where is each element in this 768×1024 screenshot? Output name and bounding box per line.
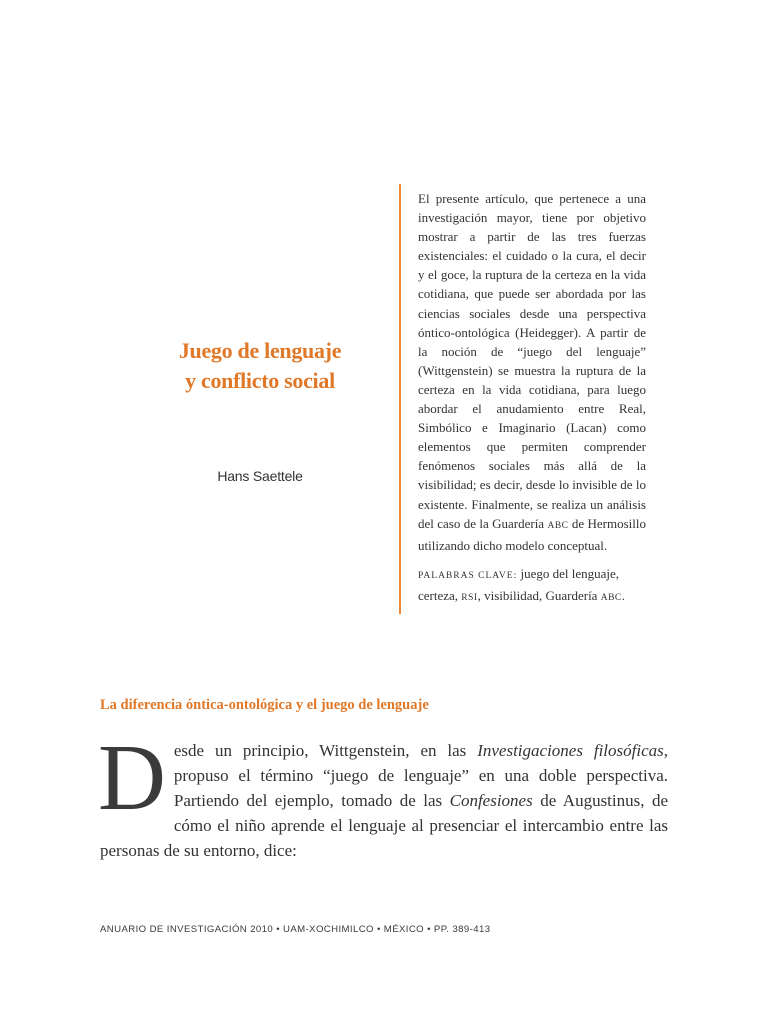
- body-text-3: de Augustinus, de cómo el niño aprende el lenguaje al presenciar el intercambio entre las personas de su entorno, dice:: [100, 791, 669, 860]
- body-text-2: , propuso el término “juego de lenguaje” en una doble perspectiva. Partiendo del ejemplo, tomado de las: [173, 741, 668, 810]
- body-emphasis-investigaciones: Investigaciones filosóficas: [477, 741, 664, 760]
- body-emphasis-confesiones: Confesiones: [449, 791, 533, 810]
- abstract-abc: ABC: [547, 520, 569, 531]
- article-author: Hans Saettele: [217, 468, 303, 484]
- drop-cap: D: [98, 726, 166, 830]
- body-paragraph: [98, 726, 669, 863]
- article-title-line-2: y conflicto social: [185, 368, 335, 393]
- keywords: [418, 564, 646, 608]
- abstract-part-2: de Hermosillo utilizando dicho modelo conceptual.: [418, 515, 647, 553]
- keywords-label: PALABRAS CLAVE:: [418, 570, 518, 581]
- abstract-part-1: El presente artículo, que pertenece a una investigación mayor, tiene por objetivo mostrar a partir de las tres fuerzas existenciales: el cuidado o la cura, el decir y el goce, la ruptura de la certeza en la vida cotidiana, que puede ser abordada por las ciencias sociales desde una perspectiva óntico-ontológica (Heidegger). A partir de la noción de “juego del lenguaje” (Wittgenstein) se muestra la ruptura de la certeza en la vida cotidiana, para luego abordar el anudamiento entre Real, Simbólico e Imaginario (Lacan) como elementos que permiten comprender fenómenos sociales más allá de la visibilidad; es decir, desde lo invisible de lo existente. Finalmente, se realiza un análisis del caso de la Guardería: [418, 191, 646, 531]
- body-text-1: esde un principio, Wittgenstein, en las: [173, 741, 467, 760]
- section-heading: La diferencia óntica-ontológica y el juego de lenguaje: [100, 697, 429, 713]
- abstract-text: [418, 189, 646, 555]
- keywords-part-1: juego del lenguaje, certeza,: [418, 565, 620, 603]
- keywords-part-2: , visibilidad, Guardería: [477, 587, 598, 603]
- abstract-divider: [399, 184, 401, 614]
- abstract: [418, 189, 646, 608]
- article-title: [128, 336, 392, 396]
- keywords-rsi: RSI: [461, 592, 478, 603]
- article-title-line-1: Juego de lenguaje: [178, 338, 342, 363]
- keywords-abc: ABC: [600, 592, 622, 603]
- keywords-end: .: [621, 587, 625, 603]
- title-block: [128, 336, 392, 484]
- running-footer: ANUARIO DE INVESTIGACIÓN 2010 • UAM-XOCHIMILCO • MÉXICO • PP. 389-413: [100, 924, 491, 935]
- body-text: [98, 726, 669, 863]
